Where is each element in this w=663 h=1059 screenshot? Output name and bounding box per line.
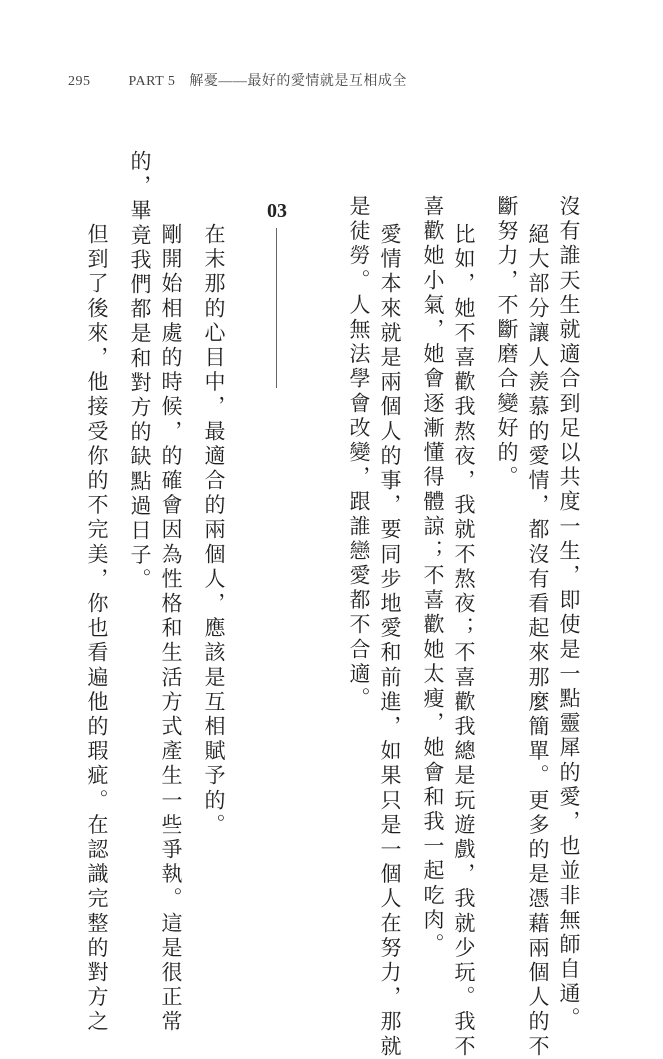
part-label: PART 5 <box>128 74 176 89</box>
running-header <box>68 70 407 90</box>
text-column-2: 絕大部分讓人羨慕的愛情，都沒有看起來那麼簡單。更多的是憑藉兩個人的不 <box>526 223 550 1059</box>
text-column-1: 沒有誰天生就適合到足以共度一生，即使是一點靈犀的愛，也並非無師自通。 <box>557 195 581 1032</box>
text-column-11: 但到了後來，他接受你的不完美，你也看遍他的瑕疵。在認識完整的對方之 <box>85 223 109 1035</box>
text-column-8: 在末那的心目中，最適合的兩個人，應該是互相賦予的。 <box>202 223 226 838</box>
section-divider <box>276 228 277 388</box>
text-column-7: 是徒勞。人無法學會改變，跟誰戀愛都不合適。 <box>347 195 371 712</box>
text-column-3: 斷努力，不斷磨合變好的。 <box>495 195 519 491</box>
text-column-6: 愛情本來就是兩個人的事，要同步地愛和前進，如果只是一個人在努力，那就 <box>378 223 402 1059</box>
chapter-title: 解憂——最好的愛情就是互相成全 <box>189 74 407 89</box>
section-number: 03 <box>267 200 287 222</box>
text-column-10: 的，畢竟我們都是和對方的缺點過日子。 <box>128 150 152 593</box>
page-number: 295 <box>68 74 91 89</box>
text-column-9: 剛開始相處的時候，的確會因為性格和生活方式產生一些爭執。這是很正常 <box>159 223 183 1035</box>
text-column-5: 喜歡她小氣，她會逐漸懂得體諒；不喜歡她太瘦，她會和我一起吃肉。 <box>421 195 445 958</box>
text-column-4: 比如，她不喜歡我熬夜，我就不熬夜；不喜歡我總是玩遊戲，我就少玩。我不 <box>452 223 476 1059</box>
